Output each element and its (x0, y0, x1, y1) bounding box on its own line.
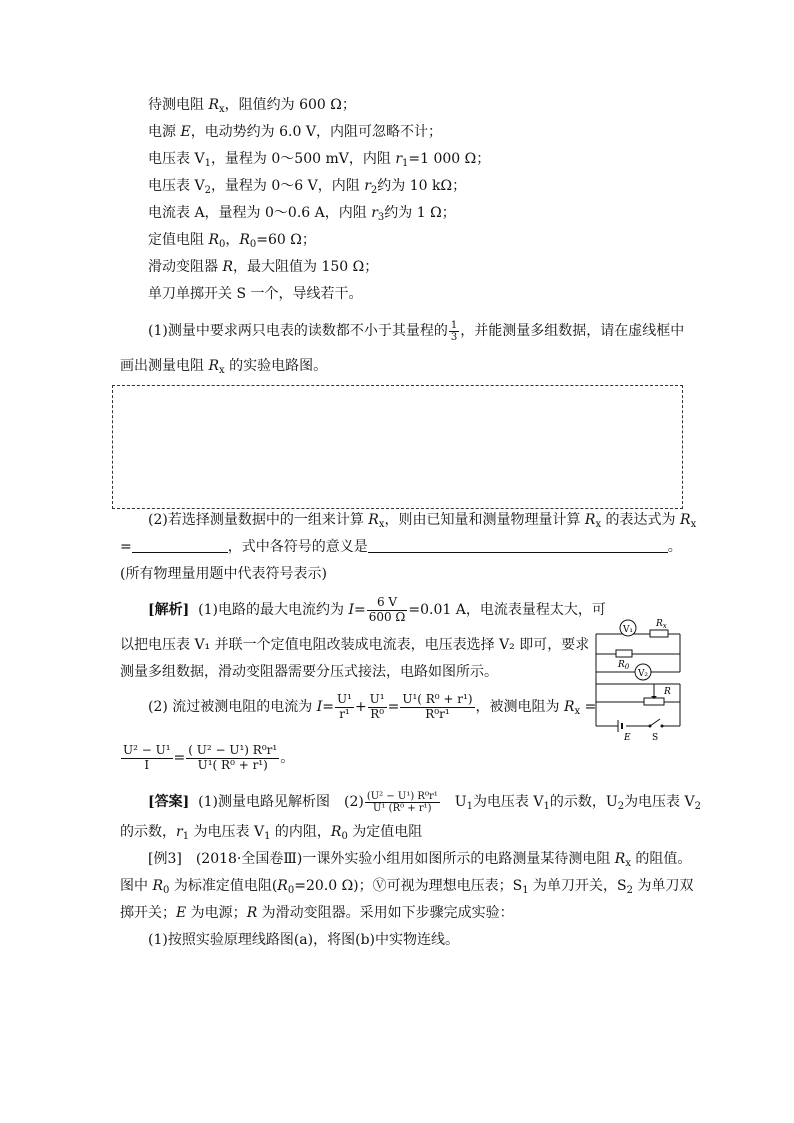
q2-line2: = ，式中各符号的意义是 。 (120, 539, 682, 555)
jiexi-line4: (2) 流过被测电阻的电流为 I= $\frac{\text{U¹}}{\text{r¹}}$ + $\frac{\text{U¹}}{\text{R⁰}}$ = $\frac{\text{U¹( R⁰ + r¹)}}{\text{R⁰r¹}}$ ，被测电阻为 $R_x$ = (148, 692, 597, 721)
li3-line3: 掷开关；E 为电源；R 为滑动变阻器。采用如下步骤完成实验： (120, 905, 514, 921)
jiexi-line2: 以把电压表 V₁ 并联一个定值电阻改装成电流表，电压表选择 V₂ 即可，要求 (120, 637, 590, 653)
voltmeter-symbol-icon: Ⓥ (372, 878, 387, 894)
item-rx: 待测电阻 $R_x$，阻值约为 600 Ω； (148, 97, 356, 115)
daan-line2: 的示数，$r_1$ 为电压表 $V_1$ 的内阻，$R_0$ 为定值电阻 (120, 824, 423, 842)
item-v2: 电压表 $V_2$，量程为 0～6 V，内阻 $r_2$约为 10 kΩ； (148, 178, 467, 196)
answer-blank-meaning[interactable] (368, 538, 668, 553)
voltmeter-v1 (620, 620, 636, 636)
svg-text:E: E (624, 733, 631, 742)
battery-e (618, 720, 631, 742)
fraction-rx-simple: $\frac{\text{U² − U¹}}{I}$ (123, 743, 171, 772)
jiexi-line5: $\frac{\text{U² − U¹}}{I}$ = $\frac{\text{( U² − U¹) R⁰r¹}}{\text{U¹( R⁰ + r¹)}}$ 。 (123, 743, 295, 772)
circuit-diagram (588, 614, 690, 742)
switch-s (649, 719, 664, 742)
item-r0: 定值电阻 $R_0$，$R_0=60$ Ω； (148, 232, 316, 250)
fraction-rx-final: $\frac{\text{( U² − U¹) R⁰r¹}}{\text{U¹( R⁰ + r¹)}}$ (188, 743, 278, 772)
jiexi-line1: [解析] (1)电路的最大电流约为 I= $\frac{6 V}{600 \Omega}$ =0.01 A，电流表量程太大，可 (148, 595, 606, 624)
svg-text:R: R (664, 687, 671, 697)
resistor-r0 (616, 650, 632, 671)
svg-text:V₁: V₁ (622, 625, 634, 635)
svg-text:V₂: V₂ (637, 669, 649, 679)
svg-text:R0: $R_0$ (618, 660, 630, 671)
fraction-current-combined: $\frac{\text{U¹( R⁰ + r¹)}}{\text{R⁰r¹}}$ (402, 692, 473, 721)
fraction-u1-r1: $\frac{\text{U¹}}{\text{r¹}}$ (337, 692, 352, 721)
q1-line1: (1)测量中要求两只电表的读数都不小于其量程的 $\frac{1}{3}$ ，并能测量多组数据，请在虚线框中 (148, 319, 685, 343)
daan-line1: [答案] (1)测量电路见解析图 (2) $\frac{\text{(U² − U¹) R⁰r¹}}{\text{U¹ (R⁰ + r¹)}}$ $U_1$为电压表 $V_1$的示数，$U_2$为电压表 $V_2$ (148, 790, 701, 814)
fraction-max-current: $\frac{6 V}{600 \Omega}$ (368, 595, 406, 624)
li3-line1: [例3] (2018·全国卷Ⅲ)一课外实验小组用如图所示的电路测量某待测电阻 $R_x$ 的阻值。 (148, 851, 692, 869)
fraction-u1-r0: $\frac{\text{U¹}}{\text{R⁰}}$ (369, 692, 385, 721)
resistor-rx (650, 619, 668, 637)
q1-line2: 画出测量电阻 $R_x$ 的实验电路图。 (120, 358, 328, 376)
q2-line1: (2)若选择测量数据中的一组来计算 $R_x$，则由已知量和测量物理量计算 $R_x$ 的表达式为 $R_x$ (148, 512, 697, 530)
svg-text:Rx: $R_x$ (656, 619, 667, 630)
answer-blank-expression[interactable] (132, 538, 228, 553)
li3-line4: (1)按照实验原理线路图(a)，将图(b)中实物连线。 (148, 932, 459, 948)
item-v1: 电压表 $V_1$，量程为 0～500 mV，内阻 $r_1=1$ 000 Ω； (148, 151, 491, 169)
q2-line3: (所有物理量用题中代表符号表示) (120, 566, 327, 582)
jiexi-line3: 测量多组数据，滑动变阻器需要分压式接法，电路如图所示。 (120, 664, 498, 680)
daan-tag: [答案] (148, 794, 190, 810)
item-s: 单刀单掷开关 S 一个，导线若干。 (148, 286, 363, 302)
voltmeter-v2 (635, 664, 651, 680)
drawing-area-dashed-box[interactable] (112, 385, 683, 509)
fraction-answer-rx: $\frac{\text{(U² − U¹) R⁰r¹}}{\text{U¹ (R⁰ + r¹)}}$ (366, 790, 438, 814)
jiexi-tag: [解析] (148, 602, 190, 618)
fraction-one-third: $\frac{1}{3}$ (450, 319, 458, 343)
li3-line2: 图中 $R_0$ 为标准定值电阻($R_0=20.0$ Ω)；Ⓥ可视为理想电压表；$S_1$ 为单刀开关，$S_2$ 为单刀双 (120, 878, 694, 896)
item-e: 电源 E，电动势约为 6.0 V，内阻可忽略不计； (148, 124, 442, 140)
item-a: 电流表 A，量程为 0～0.6 A，内阻 $r_3$约为 1 Ω； (148, 205, 456, 223)
item-r: 滑动变阻器 R，最大阻值为 150 Ω； (148, 259, 379, 275)
svg-text:S: S (652, 733, 659, 742)
